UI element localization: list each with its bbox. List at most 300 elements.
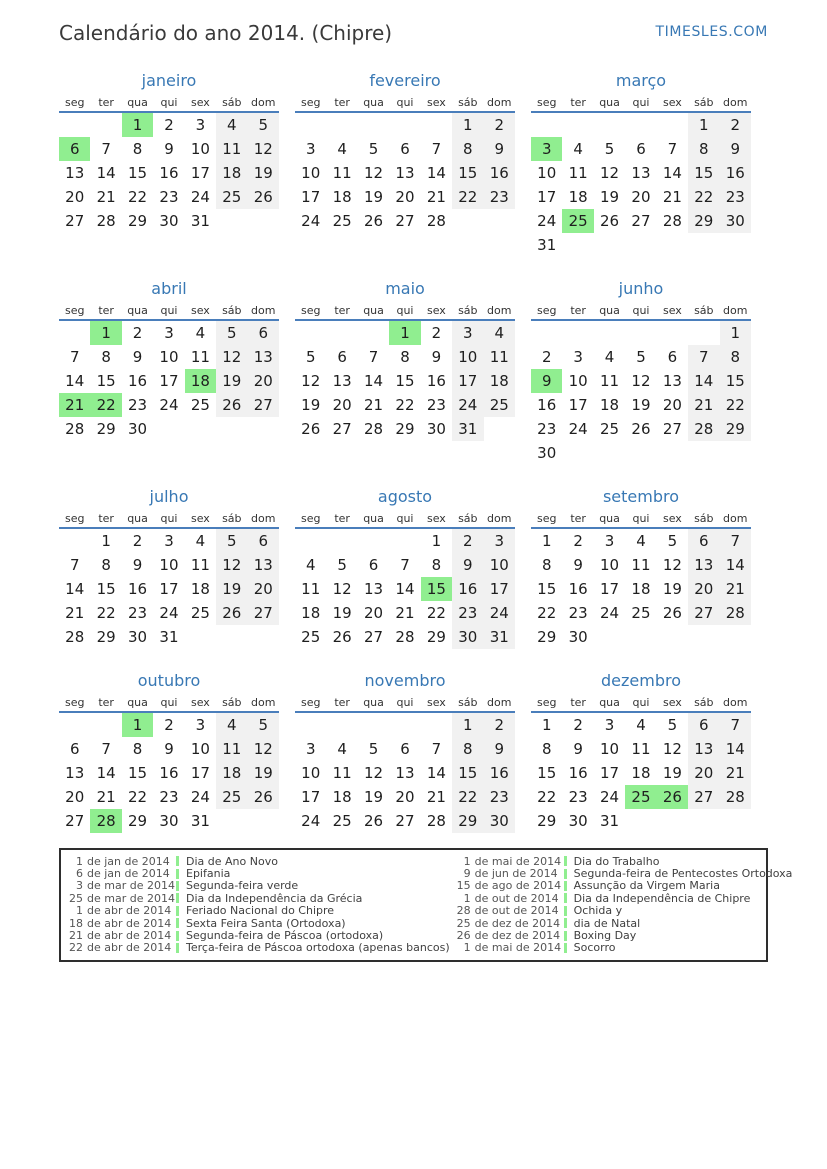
empty-cell	[688, 809, 719, 833]
day-cell: 3	[305, 740, 316, 758]
day-cell: 26	[631, 420, 651, 438]
day-cell: 28	[395, 628, 415, 646]
weekday-header: ter	[326, 693, 357, 712]
legend-row	[456, 892, 793, 904]
day-cell: 30	[484, 809, 515, 833]
day-cell: 25	[484, 393, 515, 417]
weekday-header: qui	[153, 693, 184, 712]
day-cell: 7	[431, 740, 442, 758]
day-cell: 16	[484, 761, 515, 785]
empty-cell	[185, 625, 216, 649]
weekday-header: ter	[562, 301, 593, 320]
day-cell: 27	[395, 812, 415, 830]
holiday-name: Dia de Ano Novo	[186, 854, 278, 868]
day-cell: 18	[631, 764, 651, 782]
month-setembro	[531, 487, 751, 649]
week-row	[531, 417, 751, 441]
day-cell: 21	[426, 188, 446, 206]
holiday-marker-bar	[176, 918, 179, 928]
day-cell: 7	[101, 740, 111, 758]
day-cell: 23	[484, 785, 515, 809]
day-cell: 11	[332, 164, 352, 182]
weekday-header: dom	[484, 509, 515, 528]
day-cell: 2	[484, 712, 515, 737]
day-cell: 17	[537, 188, 557, 206]
day-cell: 3	[484, 528, 515, 553]
holiday-marker-bar	[176, 881, 179, 891]
empty-cell	[389, 528, 420, 553]
day-cell: 18	[216, 761, 247, 785]
day-cell: 8	[132, 740, 143, 758]
weekday-header: sáb	[688, 301, 719, 320]
day-cell: 19	[662, 764, 682, 782]
day-cell: 18	[332, 188, 352, 206]
month-title: setembro	[602, 487, 680, 506]
day-cell: 5	[216, 320, 247, 345]
day-cell: 17	[600, 580, 620, 598]
holiday-name: Epifania	[186, 867, 231, 881]
day-cell: 6	[400, 140, 410, 158]
month-title: novembro	[364, 671, 446, 690]
day-cell: 17	[190, 764, 210, 782]
weekday-header: sex	[185, 93, 216, 112]
day-cell: 11	[568, 164, 588, 182]
holiday-date	[456, 904, 564, 917]
holiday-date	[456, 879, 564, 892]
weekday-header: sex	[657, 301, 688, 320]
day-cell: 17	[600, 764, 620, 782]
day-cell: 15	[395, 372, 415, 390]
day-cell: 24	[600, 604, 620, 622]
day-cell: 9	[452, 553, 483, 577]
month-novembro	[295, 671, 515, 833]
week-row	[531, 761, 751, 785]
weekday-header-row	[295, 693, 515, 712]
week-row	[531, 112, 751, 137]
day-cell: 28	[688, 417, 719, 441]
site-link[interactable]: TIMESLES.COM	[655, 24, 768, 40]
day-cell: 19	[248, 761, 279, 785]
day-cell: 14	[96, 164, 116, 182]
day-cell: 5	[604, 140, 615, 158]
day-cell: 24	[159, 604, 179, 622]
weekday-header: qui	[389, 93, 420, 112]
week-row	[295, 185, 515, 209]
holiday-name: Ochida y	[573, 904, 623, 918]
month-table	[531, 509, 751, 649]
week-row	[59, 809, 279, 833]
month-outubro	[59, 671, 279, 833]
day-cell: 2	[573, 716, 583, 734]
day-cell: 2	[132, 532, 143, 550]
day-cell: 6	[248, 320, 279, 345]
day-cell: 19	[248, 161, 279, 185]
day-cell: 19	[631, 396, 651, 414]
day-cell: 22	[395, 396, 415, 414]
day-cell: 9	[164, 140, 174, 158]
day-cell: 13	[65, 164, 85, 182]
empty-cell	[248, 417, 279, 441]
day-cell: 25	[631, 604, 651, 622]
holiday-date-rest: de jun de 2014	[474, 867, 558, 881]
holiday-date	[68, 904, 176, 917]
day-cell: 2	[132, 324, 143, 342]
holiday-date	[456, 929, 564, 942]
months-grid	[51, 71, 768, 833]
holiday-date-rest: de mar de 2014	[87, 891, 175, 905]
empty-cell	[59, 320, 90, 345]
week-row	[59, 393, 279, 417]
day-cell: 2	[541, 348, 552, 366]
day-cell: 24	[600, 788, 620, 806]
day-cell: 1	[688, 112, 719, 137]
day-cell: 20	[364, 604, 384, 622]
page-header	[59, 21, 768, 45]
day-cell: 4	[337, 140, 347, 158]
day-cell: 27	[662, 420, 682, 438]
day-cell: 26	[248, 785, 279, 809]
week-row	[59, 209, 279, 233]
holiday-date-rest: de mai de 2014	[474, 941, 562, 955]
day-cell: 28	[65, 628, 85, 646]
week-row	[531, 601, 751, 625]
day-cell: 25	[332, 812, 352, 830]
day-cell: 1	[541, 716, 552, 734]
week-row	[59, 712, 279, 737]
holiday-date-rest: de dez de 2014	[474, 929, 561, 943]
day-cell: 5	[667, 716, 678, 734]
day-cell: 1	[452, 112, 483, 137]
day-cell: 18	[568, 188, 588, 206]
empty-cell	[531, 320, 562, 345]
holiday-day-number: 9	[463, 867, 471, 881]
weekday-header: seg	[295, 301, 326, 320]
weekday-header-row	[531, 301, 751, 320]
week-row	[531, 345, 751, 369]
day-cell: 20	[631, 188, 651, 206]
day-cell: 28	[426, 212, 446, 230]
day-cell: 20	[662, 396, 682, 414]
holiday-day-number: 21	[69, 929, 83, 943]
day-cell: 4	[216, 712, 247, 737]
month-body	[531, 712, 751, 833]
week-row	[531, 712, 751, 737]
weekday-header: qua	[594, 301, 625, 320]
day-cell: 14	[65, 372, 85, 390]
weekday-header: qua	[358, 693, 389, 712]
day-cell: 21	[426, 788, 446, 806]
weekday-header: sex	[185, 301, 216, 320]
day-cell: 5	[248, 712, 279, 737]
holiday-name: Terça-feira de Páscoa ortodoxa (apenas bancos)	[186, 941, 450, 955]
day-cell: 8	[541, 556, 552, 574]
day-cell: 3	[164, 324, 174, 342]
empty-cell	[358, 320, 389, 345]
day-cell: 9	[531, 369, 562, 393]
day-cell: 29	[426, 628, 446, 646]
week-row	[59, 369, 279, 393]
week-row	[531, 233, 751, 257]
week-row	[59, 785, 279, 809]
day-cell: 28	[720, 601, 751, 625]
weekday-header: sáb	[452, 509, 483, 528]
week-row	[59, 185, 279, 209]
holiday-legend	[59, 848, 793, 962]
month-title: maio	[385, 279, 425, 298]
month-title: fevereiro	[369, 71, 441, 90]
day-cell: 31	[452, 417, 483, 441]
day-cell: 29	[452, 809, 483, 833]
day-cell: 10	[301, 164, 321, 182]
day-cell: 16	[128, 580, 148, 598]
day-cell: 13	[332, 372, 352, 390]
day-cell: 4	[195, 532, 206, 550]
empty-cell	[594, 320, 625, 345]
day-cell: 9	[573, 556, 583, 574]
weekday-header: qua	[122, 301, 153, 320]
week-row	[531, 809, 751, 833]
day-cell: 15	[688, 161, 719, 185]
day-cell: 13	[248, 345, 279, 369]
week-row	[295, 528, 515, 553]
day-cell: 16	[484, 161, 515, 185]
day-cell: 29	[96, 628, 116, 646]
holiday-date	[68, 855, 176, 868]
holiday-marker-bar	[564, 906, 567, 916]
month-table	[59, 301, 279, 441]
holiday-name: dia de Natal	[573, 916, 641, 930]
day-cell: 6	[368, 556, 379, 574]
weekday-header-row	[531, 301, 751, 320]
month-body	[531, 320, 751, 465]
day-cell: 26	[301, 420, 321, 438]
weekday-header: sex	[421, 509, 452, 528]
day-cell: 4	[636, 532, 646, 550]
week-row	[59, 528, 279, 553]
holiday-date-rest: de abr de 2014	[87, 929, 172, 943]
holiday-marker-bar	[564, 856, 567, 866]
week-row	[59, 345, 279, 369]
day-cell: 3	[305, 140, 316, 158]
day-cell: 17	[190, 164, 210, 182]
day-cell: 14	[96, 764, 116, 782]
month-abril	[59, 279, 279, 465]
weekday-header: sex	[421, 93, 452, 112]
day-cell: 26	[364, 812, 384, 830]
week-row	[295, 625, 515, 649]
day-cell: 31	[600, 812, 620, 830]
weekday-header: qua	[358, 93, 389, 112]
weekday-header: sex	[657, 93, 688, 112]
week-row	[531, 785, 751, 809]
day-cell: 7	[720, 528, 751, 553]
weekday-header: seg	[59, 93, 90, 112]
month-title: março	[615, 71, 667, 90]
legend-row	[68, 905, 450, 917]
day-cell: 4	[337, 740, 347, 758]
empty-cell	[531, 112, 562, 137]
day-cell: 20	[688, 577, 719, 601]
holiday-marker-bar	[564, 893, 567, 903]
day-cell: 10	[537, 164, 557, 182]
day-cell: 22	[537, 788, 557, 806]
day-cell: 25	[600, 420, 620, 438]
month-table	[59, 693, 279, 833]
holiday-day-number: 22	[69, 941, 83, 955]
day-cell: 13	[65, 764, 85, 782]
week-row	[295, 209, 515, 233]
empty-cell	[185, 417, 216, 441]
day-cell: 23	[568, 604, 588, 622]
month-table	[59, 509, 279, 649]
weekday-header-row	[295, 93, 515, 112]
day-cell: 7	[688, 345, 719, 369]
day-cell: 13	[395, 164, 415, 182]
day-cell: 15	[128, 164, 148, 182]
day-cell: 1	[122, 712, 153, 737]
empty-cell	[657, 809, 688, 833]
holiday-marker-bar	[564, 943, 567, 953]
day-cell: 20	[248, 369, 279, 393]
month-body	[59, 320, 279, 441]
day-cell: 19	[662, 580, 682, 598]
day-cell: 21	[720, 577, 751, 601]
empty-cell	[562, 233, 593, 257]
weekday-header: sex	[657, 509, 688, 528]
weekday-header: dom	[484, 93, 515, 112]
weekday-header-row	[59, 509, 279, 528]
day-cell: 6	[688, 712, 719, 737]
month-março	[531, 71, 751, 257]
day-cell: 7	[69, 556, 80, 574]
day-cell: 9	[132, 556, 143, 574]
day-cell: 8	[688, 137, 719, 161]
week-row	[295, 369, 515, 393]
day-cell: 5	[305, 348, 316, 366]
holiday-marker-bar	[176, 931, 179, 941]
day-cell: 14	[688, 369, 719, 393]
week-row	[531, 393, 751, 417]
day-cell: 9	[431, 348, 442, 366]
week-row	[295, 577, 515, 601]
day-cell: 23	[720, 185, 751, 209]
day-cell: 28	[662, 212, 682, 230]
legend-row	[68, 880, 450, 892]
month-title: outubro	[137, 671, 201, 690]
week-row	[59, 161, 279, 185]
empty-cell	[720, 625, 751, 649]
day-cell: 14	[662, 164, 682, 182]
day-cell: 4	[305, 556, 316, 574]
holiday-date-rest: de out de 2014	[474, 891, 559, 905]
holiday-name: Dia do Trabalho	[573, 854, 660, 868]
week-row	[531, 161, 751, 185]
day-cell: 31	[190, 812, 210, 830]
month-title: junho	[618, 279, 664, 298]
day-cell: 16	[128, 372, 148, 390]
day-cell: 28	[65, 420, 85, 438]
holiday-day-number: 3	[76, 879, 83, 893]
holiday-marker-bar	[176, 893, 179, 903]
day-cell: 9	[484, 737, 515, 761]
week-row	[531, 137, 751, 161]
day-cell: 23	[484, 185, 515, 209]
week-row	[59, 761, 279, 785]
day-cell: 17	[484, 577, 515, 601]
day-cell: 8	[720, 345, 751, 369]
empty-cell	[389, 112, 420, 137]
day-cell: 21	[395, 604, 415, 622]
week-row	[531, 185, 751, 209]
weekday-header: seg	[295, 693, 326, 712]
month-table	[59, 93, 279, 233]
day-cell: 3	[573, 348, 583, 366]
day-cell: 22	[452, 185, 483, 209]
month-body	[295, 712, 515, 833]
month-table	[531, 693, 751, 833]
day-cell: 7	[720, 712, 751, 737]
day-cell: 24	[537, 212, 557, 230]
day-cell: 26	[216, 393, 247, 417]
empty-cell	[59, 712, 90, 737]
weekday-header: dom	[248, 93, 279, 112]
holiday-name: Boxing Day	[573, 929, 637, 943]
day-cell: 6	[688, 528, 719, 553]
day-cell: 23	[159, 788, 179, 806]
holiday-date-rest: de jan de 2014	[87, 854, 170, 868]
weekday-header: qua	[594, 509, 625, 528]
weekday-header: qua	[358, 301, 389, 320]
empty-cell	[562, 320, 593, 345]
weekday-header: sex	[657, 693, 688, 712]
weekday-header-row	[59, 693, 279, 712]
weekday-header: sáb	[216, 509, 247, 528]
day-cell: 22	[688, 185, 719, 209]
holiday-day-number: 18	[69, 916, 83, 930]
empty-cell	[625, 233, 656, 257]
day-cell: 22	[128, 788, 148, 806]
day-cell: 25	[332, 212, 352, 230]
day-cell: 11	[190, 556, 210, 574]
weekday-header: qui	[389, 301, 420, 320]
day-cell: 11	[332, 764, 352, 782]
day-cell: 21	[96, 188, 116, 206]
holiday-name: Segunda-feira de Pentecostes Ortodoxa	[573, 867, 793, 881]
day-cell: 22	[426, 604, 446, 622]
day-cell: 10	[568, 372, 588, 390]
holiday-date	[456, 892, 564, 905]
day-cell: 11	[301, 580, 321, 598]
day-cell: 11	[600, 372, 620, 390]
day-cell: 13	[662, 372, 682, 390]
empty-cell	[625, 625, 656, 649]
day-cell: 16	[568, 764, 588, 782]
day-cell: 6	[59, 137, 90, 161]
day-cell: 13	[395, 764, 415, 782]
weekday-header: ter	[90, 509, 121, 528]
month-body	[59, 712, 279, 833]
month-body	[295, 112, 515, 233]
day-cell: 2	[720, 112, 751, 137]
day-cell: 20	[65, 788, 85, 806]
day-cell: 18	[631, 580, 651, 598]
day-cell: 22	[90, 393, 121, 417]
holiday-marker-bar	[176, 906, 179, 916]
weekday-header: seg	[295, 509, 326, 528]
weekday-header-row	[59, 93, 279, 112]
week-row	[295, 785, 515, 809]
day-cell: 28	[96, 212, 116, 230]
